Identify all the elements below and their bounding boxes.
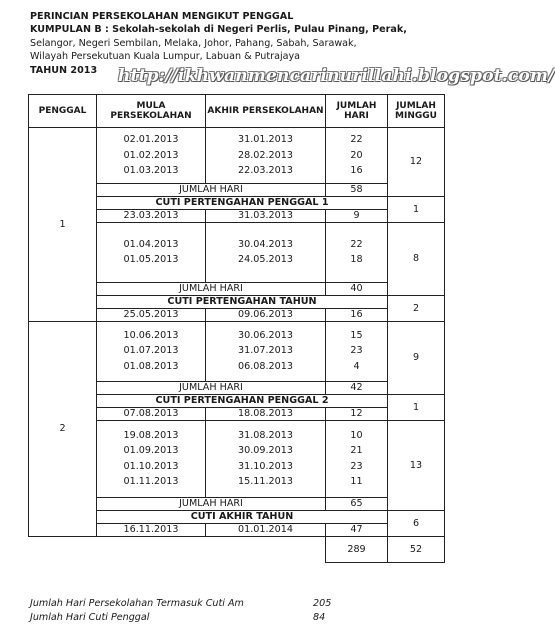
p2-cuti-a-hari: 12	[326, 407, 388, 420]
p1-cuti-b-hari: 16	[326, 308, 388, 321]
year-label: TAHUN 2013	[30, 64, 98, 76]
p1b-total: 40	[326, 282, 388, 295]
penggal-2-cell: 2	[29, 321, 97, 536]
jumlah-hari-label: JUMLAH HARI	[97, 497, 326, 510]
table-row	[29, 321, 445, 381]
col-akhir: AKHIR PERSEKOLAHAN	[206, 95, 326, 128]
p1b-minggu: 8	[388, 222, 445, 295]
p1a-total: 58	[326, 183, 388, 196]
total-minggu: 52	[388, 536, 445, 562]
p2b-mula: 19.08.2013 01.09.2013 01.10.2013 01.11.2013	[97, 420, 206, 497]
p2-cuti-b-mula: 16.11.2013	[97, 523, 206, 536]
document-title: PERINCIAN PERSEKOLAHAN MENGIKUT PENGGAL	[30, 11, 294, 22]
p1b-mula: 01.04.2013 01.05.2013	[97, 222, 206, 282]
table-row	[29, 128, 445, 184]
p2b-hari: 10 21 23 11	[326, 420, 388, 497]
summary-row	[30, 597, 331, 611]
group-line-3: Wilayah Persekutuan Kuala Lumpur, Labuan & Putrajaya	[30, 51, 301, 63]
p2a-total: 42	[326, 381, 388, 394]
summary-value-1: 205	[313, 598, 332, 609]
p1b-hari: 22 18	[326, 222, 388, 282]
p2b-minggu: 13	[388, 420, 445, 510]
p2b-akhir: 31.08.2013 30.09.2013 31.10.2013 15.11.2013	[206, 420, 326, 497]
schedule-table	[28, 94, 445, 563]
p1a-minggu: 12	[388, 128, 445, 197]
p2a-hari: 15 23 4	[326, 321, 388, 381]
col-penggal: PENGGAL	[29, 95, 97, 128]
p2-cuti-a-minggu: 1	[388, 394, 445, 420]
penggal-1-cell: 1	[29, 128, 97, 322]
cuti-penggal-1-label: CUTI PERTENGAHAN PENGGAL 1	[97, 196, 388, 209]
cuti-penggal-2-label: CUTI PERTENGAHAN PENGGAL 2	[97, 394, 388, 407]
p2a-mula: 10.06.2013 01.07.2013 01.08.2013	[97, 321, 206, 381]
p2-cuti-a-akhir: 18.08.2013	[206, 407, 326, 420]
totals-row	[29, 536, 445, 562]
group-line-1: KUMPULAN B : Sekolah-sekolah di Negeri Perlis, Pulau Pinang, Perak,	[30, 24, 407, 36]
total-hari: 289	[326, 536, 388, 562]
p1a-mula: 02.01.2013 01.02.2013 01.03.2013	[97, 128, 206, 184]
col-jumlah-minggu: JUMLAH MINGGU	[388, 95, 445, 128]
p2-cuti-a-mula: 07.08.2013	[97, 407, 206, 420]
p1-cuti-b-akhir: 09.06.2013	[206, 308, 326, 321]
col-mula: MULA PERSEKOLAHAN	[97, 95, 206, 128]
summary-label-1: Jumlah Hari Persekolahan Termasuk Cuti Am	[30, 598, 244, 609]
p1b-akhir: 30.04.2013 24.05.2013	[206, 222, 326, 282]
group-line-2: Selangor, Negeri Sembilan, Melaka, Johor, Pahang, Sabah, Sarawak,	[30, 37, 357, 49]
cuti-tahun-label: CUTI PERTENGAHAN TAHUN	[97, 295, 388, 308]
p2a-minggu: 9	[388, 321, 445, 394]
p1-cuti-a-mula: 23.03.2013	[97, 209, 206, 222]
p1-cuti-a-hari: 9	[326, 209, 388, 222]
cuti-akhir-label: CUTI AKHIR TAHUN	[97, 510, 388, 523]
summary-label-2: Jumlah Hari Cuti Penggal	[30, 612, 150, 623]
p1-cuti-b-minggu: 2	[388, 295, 445, 321]
header-row	[29, 95, 445, 128]
jumlah-hari-label: JUMLAH HARI	[97, 183, 326, 196]
summary-value-2: 84	[313, 612, 326, 623]
p1a-akhir: 31.01.2013 28.02.2013 22.03.2013	[206, 128, 326, 184]
p2-cuti-b-hari: 47	[326, 523, 388, 536]
p1-cuti-b-mula: 25.05.2013	[97, 308, 206, 321]
blog-watermark: http://ikhwanmencarinurillahi.blogspot.com/	[118, 66, 555, 86]
p2b-total: 65	[326, 497, 388, 510]
summary-row	[30, 611, 331, 625]
p2-cuti-b-minggu: 6	[388, 510, 445, 536]
p2-cuti-b-akhir: 01.01.2014	[206, 523, 326, 536]
col-jumlah-hari: JUMLAH HARI	[326, 95, 388, 128]
p2a-akhir: 30.06.2013 31.07.2013 06.08.2013	[206, 321, 326, 381]
jumlah-hari-label: JUMLAH HARI	[97, 381, 326, 394]
p1-cuti-a-minggu: 1	[388, 196, 445, 222]
p1-cuti-a-akhir: 31.03.2013	[206, 209, 326, 222]
jumlah-hari-label: JUMLAH HARI	[97, 282, 326, 295]
summary-footer	[30, 597, 331, 625]
p1a-hari: 22 20 16	[326, 128, 388, 184]
